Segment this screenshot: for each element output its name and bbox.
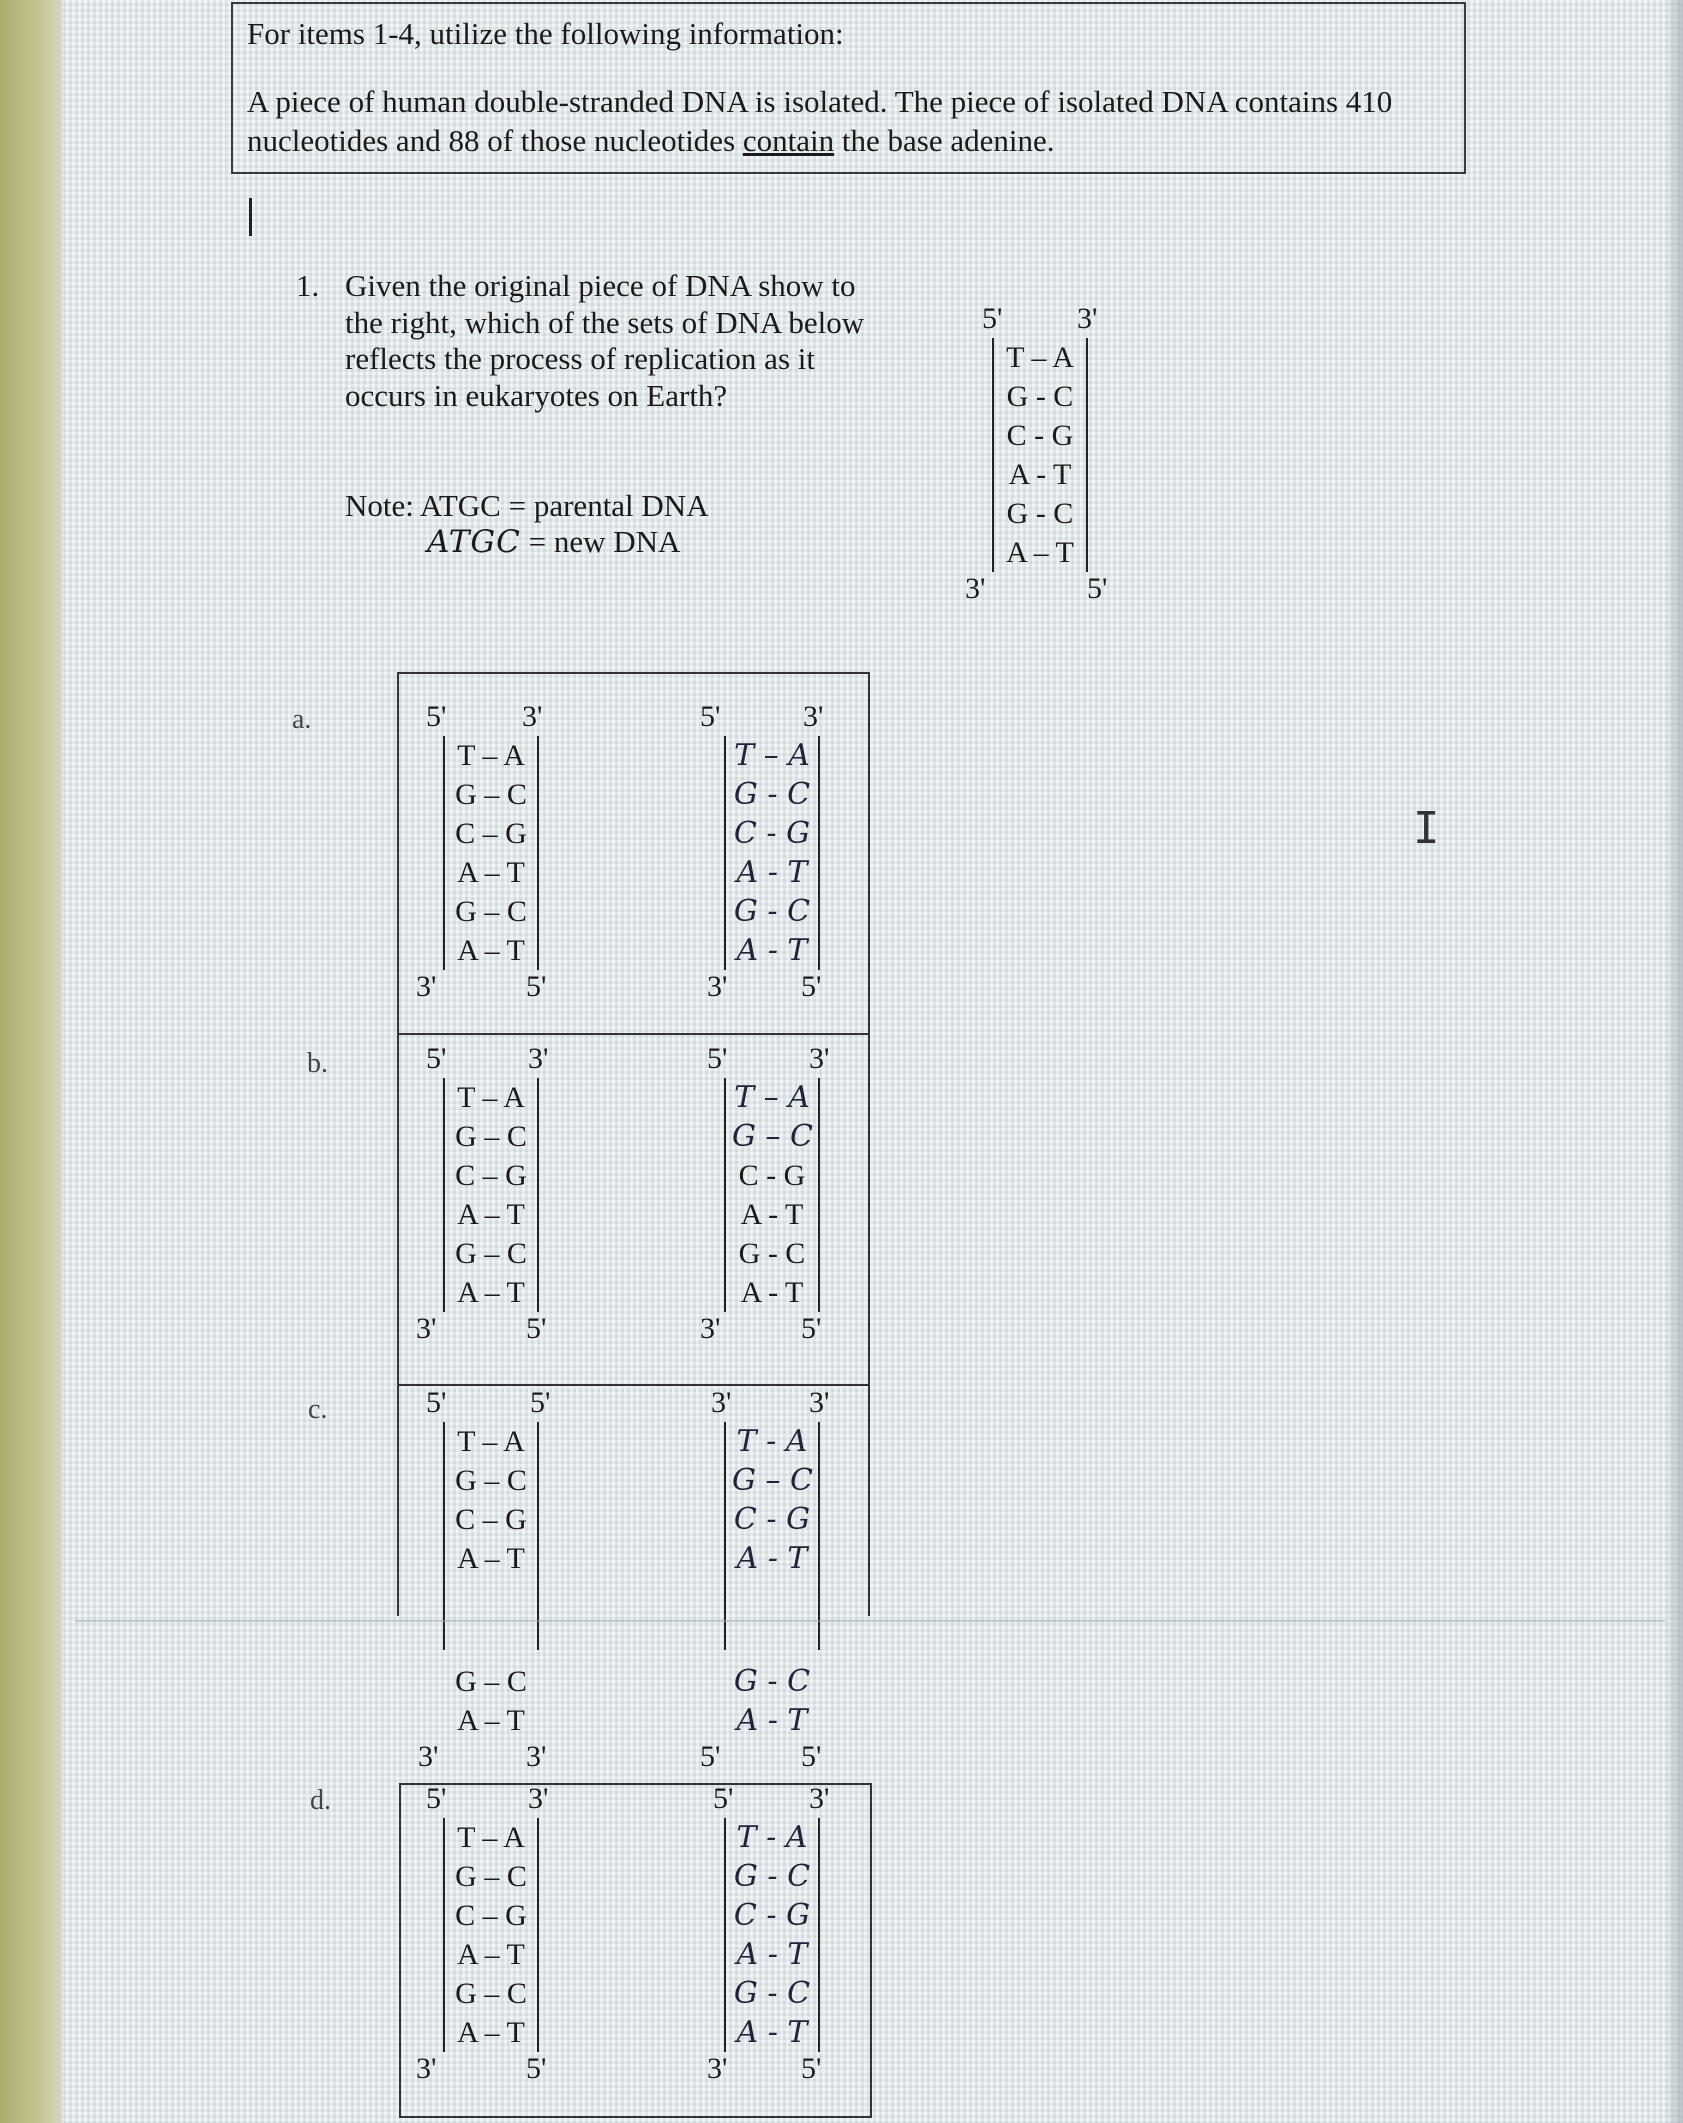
base-pair: T – A (457, 739, 525, 772)
base-pair: A – T (457, 934, 525, 967)
base-pair: G - C (1006, 497, 1074, 530)
end-label: 5' (530, 1386, 551, 1419)
base-pair: T – A (734, 738, 810, 773)
base-pair: C – G (455, 1899, 527, 1932)
end-label: 5' (426, 1782, 447, 1815)
base-pairs (443, 1818, 539, 2052)
base-pair: G – C (455, 778, 527, 811)
base-pair: A - T (736, 2015, 808, 2050)
option-b-left-ladder (416, 1042, 566, 1348)
end-label: 5' (801, 2052, 822, 2085)
base-pair: A – T (457, 1276, 525, 1309)
end-label: 5' (707, 1042, 728, 1075)
end-label: 3' (416, 970, 437, 1003)
option-d-right-ladder (697, 1782, 847, 2088)
note-line-2 (345, 524, 709, 560)
base-pair: G – C (455, 1464, 527, 1497)
base-pair: C - G (1006, 419, 1074, 452)
end-label: 3' (809, 1042, 830, 1075)
end-label: 5' (713, 1782, 734, 1815)
base-pair: T – A (734, 1080, 810, 1115)
base-pair: A – T (457, 1198, 525, 1231)
base-pairs (443, 1422, 539, 1650)
base-pair: T - A (736, 1424, 808, 1459)
base-pair: G – C (455, 1665, 527, 1698)
option-b-label[interactable]: b. (307, 1048, 328, 1079)
option-c-right-ladder (697, 1386, 847, 1776)
note-script-atgc: ATGC (427, 524, 521, 560)
base-pair: C – G (455, 817, 527, 850)
end-label: 5' (801, 1312, 822, 1345)
question-text: Given the original piece of DNA show to the right, which of the sets of DNA below reflects the process of replication as it occurs in eukaryotes on Earth? (345, 268, 865, 413)
base-pair: G - C (738, 1237, 806, 1270)
base-pair: A - T (740, 1276, 804, 1309)
original-dna-ladder (965, 302, 1115, 608)
base-pairs (992, 338, 1088, 572)
base-pair: C - G (733, 1898, 811, 1933)
base-pair: A – T (1006, 536, 1074, 569)
base-pair: A - T (740, 1198, 804, 1231)
end-label: 3' (526, 1740, 547, 1773)
base-pair: T - A (736, 1820, 808, 1855)
end-label: 3' (809, 1386, 830, 1419)
info-body-underlined: contain (742, 123, 835, 158)
text-cursor-mark (249, 198, 252, 236)
info-body-part2: the base adenine. (834, 123, 1055, 158)
base-pair: G - C (733, 1859, 811, 1894)
end-label: 5' (526, 1312, 547, 1345)
end-label: 5' (1087, 572, 1108, 605)
option-a-left-ladder (416, 700, 566, 1006)
end-label: 3' (809, 1782, 830, 1815)
base-pair: A - T (1008, 458, 1072, 491)
end-label: 5' (426, 1386, 447, 1419)
info-body-part1: A piece of human double-stranded DNA is isolated. The piece of isolated DNA contains 410 nucleotides and 88 of those nucleotides (247, 84, 1393, 158)
end-label: 3' (711, 1386, 732, 1419)
note-line-1: Note: ATGC = parental DNA (345, 488, 709, 523)
option-c-label[interactable]: c. (308, 1394, 328, 1425)
base-pair: G – C (455, 1237, 527, 1270)
base-pair: C – G (455, 1159, 527, 1192)
base-pairs (443, 1078, 539, 1312)
option-c-left-ladder (416, 1386, 566, 1776)
base-pair: G – C (732, 1463, 813, 1498)
base-pair: G - C (733, 1664, 811, 1699)
base-pair: A – T (457, 856, 525, 889)
base-pair: G – C (732, 1119, 813, 1154)
base-pair: G – C (455, 1860, 527, 1893)
end-label: 5' (426, 700, 447, 733)
end-label: 3' (528, 1042, 549, 1075)
base-pairs (724, 1818, 820, 2052)
option-a-right-ladder (697, 700, 847, 1006)
base-pair: A - T (736, 855, 808, 890)
end-label: 5' (801, 970, 822, 1003)
i-beam-cursor-icon: I (1413, 803, 1440, 854)
base-pair: G – C (455, 895, 527, 928)
base-pair: T – A (1006, 341, 1074, 374)
base-pair: C – G (455, 1503, 527, 1536)
note (345, 488, 709, 560)
base-pair: A - T (736, 1937, 808, 1972)
end-label: 3' (528, 1782, 549, 1815)
base-pair: G - C (733, 894, 811, 929)
base-pairs-lower (724, 1662, 820, 1740)
end-label: 5' (801, 1740, 822, 1773)
base-pair: A - T (736, 1703, 808, 1738)
end-label: 5' (526, 2052, 547, 2085)
base-pair: A – T (457, 1704, 525, 1737)
end-label: 3' (522, 700, 543, 733)
base-pair: A – T (457, 1938, 525, 1971)
desk-edge (0, 0, 62, 2123)
base-pair: A – T (457, 2016, 525, 2049)
divider-a-b (397, 1033, 870, 1035)
base-pair: C - G (738, 1159, 806, 1192)
end-label: 5' (700, 1740, 721, 1773)
base-pair: C - G (733, 1502, 811, 1537)
end-label: 3' (803, 700, 824, 733)
base-pair: T – A (457, 1821, 525, 1854)
base-pair: A – T (457, 1542, 525, 1575)
base-pair: G – C (455, 1977, 527, 2010)
end-label: 3' (707, 970, 728, 1003)
end-label: 3' (1077, 302, 1098, 335)
option-b-right-ladder (697, 1042, 847, 1348)
end-label: 5' (700, 700, 721, 733)
base-pair: C - G (733, 816, 811, 851)
end-label: 3' (707, 2052, 728, 2085)
page-edge-shadow (1665, 0, 1683, 2123)
end-label: 5' (426, 1042, 447, 1075)
info-box (231, 2, 1466, 174)
base-pair: G - C (733, 777, 811, 812)
question-number: 1. (296, 268, 320, 303)
base-pair: T – A (457, 1425, 525, 1458)
info-heading: For items 1-4, utilize the following information: (247, 16, 844, 51)
end-label: 3' (418, 1740, 439, 1773)
base-pair: G – C (455, 1120, 527, 1153)
base-pairs (724, 736, 820, 970)
base-pairs (443, 736, 539, 970)
end-label: 5' (982, 302, 1003, 335)
end-label: 3' (416, 1312, 437, 1345)
end-label: 3' (700, 1312, 721, 1345)
base-pair: A - T (736, 1541, 808, 1576)
option-d-label[interactable]: d. (310, 1785, 331, 1816)
base-pair: A - T (736, 933, 808, 968)
end-label: 5' (526, 970, 547, 1003)
end-label: 3' (965, 572, 986, 605)
base-pairs (724, 1422, 820, 1650)
end-label: 3' (416, 2052, 437, 2085)
option-d-left-ladder (416, 1782, 566, 2088)
info-body (247, 82, 1450, 160)
base-pair: G - C (733, 1976, 811, 2011)
base-pair: G - C (1006, 380, 1074, 413)
page-seam (75, 1620, 1665, 1622)
option-a-label[interactable]: a. (292, 704, 312, 735)
note-line-2-rest: = new DNA (520, 524, 681, 559)
base-pair: T – A (457, 1081, 525, 1114)
base-pairs-lower (443, 1662, 539, 1740)
base-pairs (724, 1078, 820, 1312)
